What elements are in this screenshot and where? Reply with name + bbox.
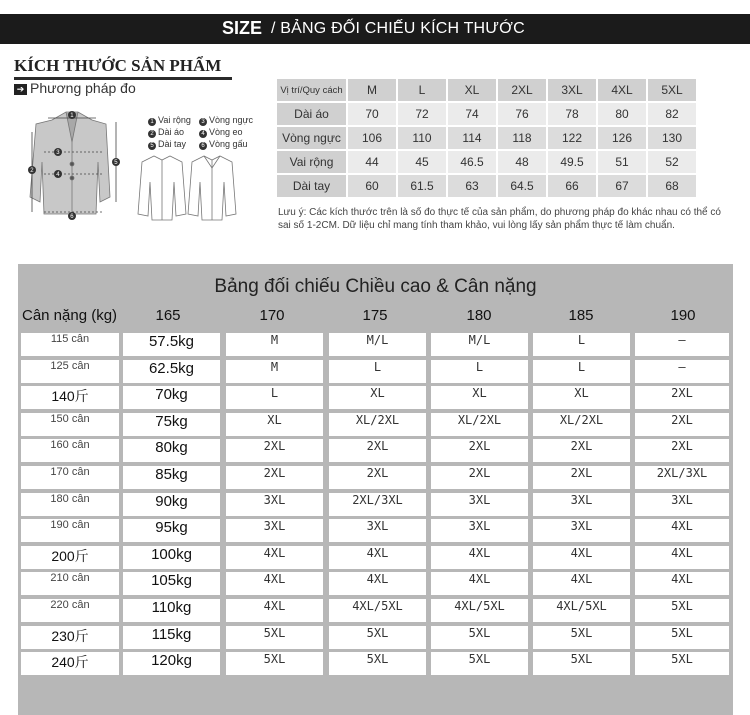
size-cell: 4XL/5XL [329,599,426,622]
table-cell: 61.5 [398,175,446,197]
table-row [277,127,696,149]
weight-cell: 140斤 [21,386,119,409]
product-size-title: KÍCH THƯỚC SẢN PHẨM [14,56,222,75]
table-cell: 52 [648,151,696,173]
table-cell: 49.5 [548,151,596,173]
size-cell: 4XL [226,599,323,622]
table-cell: 46.5 [448,151,496,173]
svg-text:2: 2 [30,168,34,174]
table-cell: 118 [498,127,546,149]
hw-title: Bảng đối chiếu Chiều cao & Cân nặng [214,276,537,297]
size-cell: 4XL [635,572,729,595]
size-table-header [277,79,696,101]
svg-text:1: 1 [70,113,74,119]
size-cell: 2XL [329,439,426,462]
weight-cell: 160 cân [21,439,119,462]
size-cell: 5XL [329,626,426,649]
svg-text:5: 5 [114,160,118,166]
legend-item-4: 4 Vòng eo [199,127,243,138]
kg-cell: 70kg [123,386,220,409]
size-cell: 4XL [329,572,426,595]
header-cell: XL [448,79,496,101]
row-label: Dài tay [277,175,346,197]
row-label: Vòng ngực [277,127,346,149]
size-cell: L [431,360,528,383]
table-cell: 64.5 [498,175,546,197]
height-header: 190 [670,307,696,324]
size-cell: 2XL [226,466,323,489]
header-cell: L [398,79,446,101]
size-cell: 3XL [533,519,630,542]
legend-item-6: 6 Vòng gấu [199,139,248,150]
kg-cell: 85kg [123,466,220,489]
header-banner [0,14,750,44]
size-cell: 4XL [226,572,323,595]
table-cell: 72 [398,103,446,125]
table-row [277,103,696,125]
shirt-outline-icon [188,156,236,220]
table-cell: 122 [548,127,596,149]
size-cell: M [226,333,323,356]
size-cell: — [635,333,729,356]
size-table [275,77,698,199]
height-header: 170 [259,307,285,324]
size-cell: 4XL [226,546,323,569]
kg-cell: 62.5kg [123,360,220,383]
size-cell: 5XL [431,652,528,675]
size-cell: 2XL [226,439,323,462]
size-cell: 3XL [431,493,528,516]
weight-cell: 230斤 [21,626,119,649]
weight-cell: 150 cân [21,413,119,436]
size-cell: 3XL [431,519,528,542]
weight-column-label: Cân nặng (kg) [22,307,118,324]
size-cell: 2XL [431,439,528,462]
size-cell: 5XL [635,599,729,622]
height-header: 165 [155,307,181,324]
kg-cell: 75kg [123,413,220,436]
height-header: 175 [362,307,388,324]
suit-jacket-icon [30,112,110,214]
size-cell: 2XL/3XL [329,493,426,516]
table-row [277,175,696,197]
kg-cell: 95kg [123,519,220,542]
size-cell: 5XL [329,652,426,675]
size-cell: XL/2XL [533,413,630,436]
table-cell: 80 [598,103,646,125]
table-cell: 130 [648,127,696,149]
weight-cell: 115 cân [21,333,119,356]
size-cell: 5XL [533,652,630,675]
size-cell: 4XL [533,546,630,569]
legend-item-5: 5 Dài tay [148,139,186,150]
header-cell: Vị trí/Quy cách [277,79,346,101]
kg-cell: 105kg [123,572,220,595]
size-cell: 5XL [533,626,630,649]
size-cell: 3XL [635,493,729,516]
size-cell: 2XL [533,439,630,462]
height-weight-chart [18,264,733,715]
size-cell: 2XL [533,466,630,489]
size-cell: XL/2XL [329,413,426,436]
size-cell: 5XL [226,626,323,649]
header-cell: 4XL [598,79,646,101]
kg-cell: 90kg [123,493,220,516]
table-cell: 74 [448,103,496,125]
size-cell: 3XL [533,493,630,516]
banner-size-label: SIZE [222,18,263,38]
size-cell: M/L [329,333,426,356]
size-cell: M [226,360,323,383]
kg-cell: 80kg [123,439,220,462]
jacket-outline-icon [138,156,186,220]
size-cell: 5XL [635,626,729,649]
banner-subtitle: / BẢNG ĐỐI CHIẾU KÍCH THƯỚC [271,20,525,37]
size-cell: 4XL/5XL [431,599,528,622]
table-cell: 78 [548,103,596,125]
arrow-right-icon: ➔ [14,84,27,95]
measure-method [14,80,136,96]
size-cell: 2XL [635,439,729,462]
legend-item-1: 1 Vai rộng [148,115,191,126]
table-cell: 82 [648,103,696,125]
weight-cell: 240斤 [21,652,119,675]
size-cell: 2XL [635,386,729,409]
kg-cell: 57.5kg [123,333,220,356]
weight-cell: 180 cân [21,493,119,516]
svg-text:6: 6 [70,214,74,220]
table-cell: 126 [598,127,646,149]
measure-method-label: Phương pháp đo [30,80,136,96]
kg-cell: 120kg [123,652,220,675]
size-cell: 2XL [431,466,528,489]
size-cell: XL/2XL [431,413,528,436]
size-cell: XL [226,413,323,436]
kg-cell: 115kg [123,626,220,649]
size-cell: 4XL [635,546,729,569]
size-cell: 5XL [431,626,528,649]
legend-item-3: 3 Vòng ngực [199,115,253,126]
size-cell: 4XL [533,572,630,595]
size-cell: 5XL [226,652,323,675]
header-cell: 2XL [498,79,546,101]
row-label: Vai rộng [277,151,346,173]
size-cell: 3XL [329,519,426,542]
height-header: 185 [568,307,594,324]
table-cell: 44 [348,151,396,173]
size-cell: 4XL/5XL [533,599,630,622]
table-cell: 114 [448,127,496,149]
table-cell: 68 [648,175,696,197]
weight-cell: 210 cân [21,572,119,595]
table-cell: 110 [398,127,446,149]
size-cell: 3XL [226,519,323,542]
svg-text:3: 3 [56,150,60,156]
size-cell: XL [431,386,528,409]
size-cell: 4XL [329,546,426,569]
size-cell: — [635,360,729,383]
weight-cell: 125 cân [21,360,119,383]
kg-cell: 100kg [123,546,220,569]
table-row [277,151,696,173]
svg-text:4: 4 [56,172,60,178]
weight-cell: 200斤 [21,546,119,569]
size-cell: L [533,333,630,356]
height-header: 180 [466,307,492,324]
size-cell: 4XL [431,546,528,569]
table-cell: 76 [498,103,546,125]
size-cell: 2XL/3XL [635,466,729,489]
table-cell: 70 [348,103,396,125]
measurement-note: Lưu ý: Các kích thước trên là số đo thực tế của sản phẩm, do phương pháp đo khác nhau có thể có sai số 1-2CM. Dữ liệu chỉ mang tính tham khảo, vui lòng lấy sản phẩm thực tế làm chuẩn. [278,207,721,231]
legend-item-2: 2 Dài áo [148,127,184,138]
weight-cell: 220 cân [21,599,119,622]
kg-cell: 110kg [123,599,220,622]
size-cell: 4XL [635,519,729,542]
table-cell: 106 [348,127,396,149]
table-cell: 51 [598,151,646,173]
table-cell: 60 [348,175,396,197]
size-cell: L [329,360,426,383]
size-cell: M/L [431,333,528,356]
table-cell: 66 [548,175,596,197]
size-cell: L [533,360,630,383]
size-cell: 4XL [431,572,528,595]
size-cell: 2XL [329,466,426,489]
table-cell: 63 [448,175,496,197]
size-cell: XL [329,386,426,409]
weight-cell: 190 cân [21,519,119,542]
table-cell: 45 [398,151,446,173]
weight-cell: 170 cân [21,466,119,489]
table-cell: 48 [498,151,546,173]
header-cell: 5XL [648,79,696,101]
size-cell: 3XL [226,493,323,516]
size-cell: 5XL [635,652,729,675]
row-label: Dài áo [277,103,346,125]
header-cell: 3XL [548,79,596,101]
size-cell: XL [533,386,630,409]
size-cell: 2XL [635,413,729,436]
table-cell: 67 [598,175,646,197]
header-cell: M [348,79,396,101]
size-cell: L [226,386,323,409]
